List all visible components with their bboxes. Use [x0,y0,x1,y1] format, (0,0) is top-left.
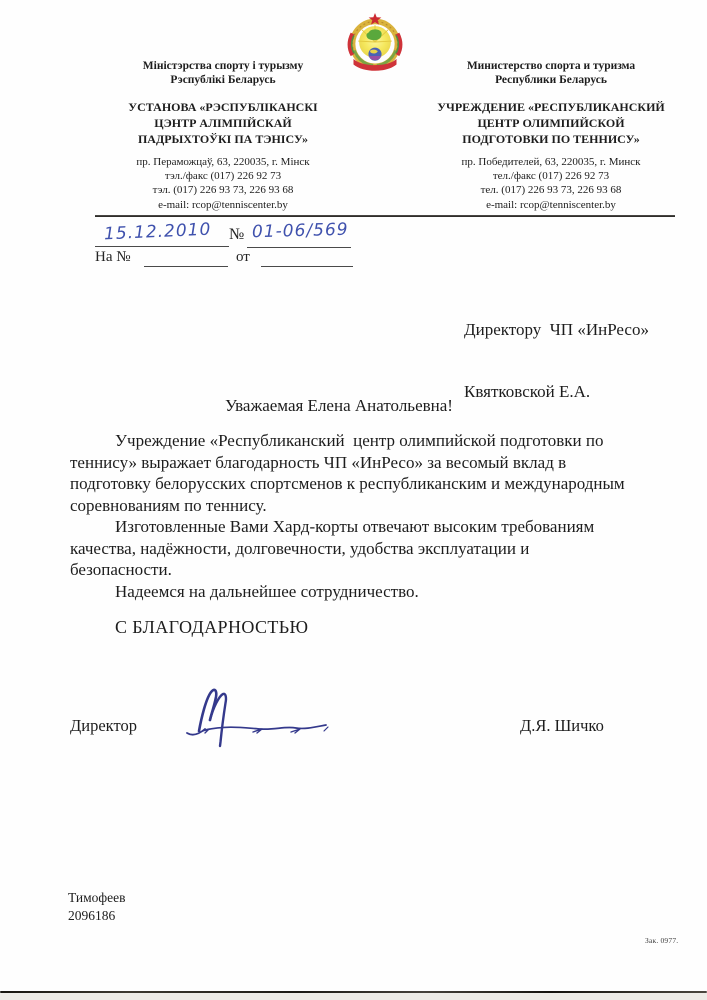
handwritten-signature-icon [183,684,331,750]
scan-background-strip [0,993,707,1000]
salutation: Уважаемая Елена Анатольевна! [225,396,453,415]
print-order-note: Зак. 0977. [645,936,679,945]
reply-date-blank-line [261,266,353,267]
executor-phone: 2096186 [68,907,116,923]
text-line: тел. (017) 226 93 73, 226 93 68 [480,184,622,197]
text-line: тэл. (017) 226 93 73, 226 93 68 [152,184,294,197]
ministry-name-by [88,60,358,87]
text-line: пр. Победителей, 63, 220035, г. Минск [461,155,641,168]
text-line: тел./факс (017) 226 92 73 [492,170,610,183]
text-line: Учреждение «Республиканский центр олимпийской подготовки по [115,431,604,450]
text-line: e-mail: rcop@tenniscenter.by [486,198,616,211]
executor-name: Тимофеев [68,890,126,905]
addressee-block [464,279,649,443]
signer-name: Д.Я. Шичко [520,716,604,735]
closing-phrase: С БЛАГОДАРНОСТЬЮ [115,617,309,637]
text-line: Республики Беларусь [495,73,607,86]
number-sign-label: № [229,226,245,243]
text-line: пр. Пераможцаў, 63, 220035, г. Мінск [136,155,310,168]
text-line: Міністэрства спорту і турызму [142,60,304,72]
addressee-name: Квятковской Е.А. [464,381,591,401]
letterhead-divider-line [95,215,675,217]
text-line: безопасности. [70,560,172,579]
contact-info-ru [408,155,694,213]
contact-info-by [88,155,358,213]
text-line: Изготовленные Вами Хард-корты отвечают высоким требованиям [115,517,595,536]
reply-to-number-label: На № [95,249,131,265]
text-line: качества, надёжности, долговечности, удобства эксплуатации и [70,538,530,558]
text-line: теннису» выражает благодарность ЧП «ИнРесо» за весомый вклад в [70,452,567,472]
number-blank-line [247,247,351,248]
text-line: Министерство спорта и туризма [466,60,636,72]
signer-position: Директор [70,716,137,735]
reply-from-label: от [236,249,250,265]
text-line: УСТАНОВА «РЭСПУБЛІКАНСКІ [128,100,318,114]
text-line: Надеемся на дальнейшее сотрудничество. [115,581,419,601]
date-blank-line [95,246,229,247]
text-line: соревнованиям по теннису. [70,495,267,515]
addressee-title: Директору ЧП «ИнРесо» [464,320,649,339]
text-line: тэл./факс (017) 226 92 73 [164,170,282,183]
reply-number-blank-line [144,266,228,267]
text-line: ЦЭНТР АЛІМПІЙСКАЙ [154,116,292,131]
text-line: ЦЕНТР ОЛИМПИЙСКОЙ [477,116,625,131]
organization-name-by [88,99,358,148]
text-line: Рэспублікі Беларусь [170,73,276,86]
handwritten-outgoing-number: 01-06/569 [251,219,349,243]
text-line: ПАДРЫХТОЎКІ ПА ТЭНІСУ» [137,132,309,147]
letter-body [70,430,672,602]
handwritten-date: 15.12.2010 [103,219,212,245]
text-line: e-mail: rcop@tenniscenter.by [158,198,288,211]
letterhead-right-column [408,60,694,212]
text-line: подготовку белорусских спортсменов к республиканским и международным [70,474,625,493]
ministry-name-ru [408,60,694,87]
executor-block [68,889,126,924]
organization-name-ru [408,99,694,148]
letterhead-left-column [88,60,358,212]
text-line: ПОДГОТОВКИ ПО ТЕННИСУ» [462,132,640,147]
text-line: УЧРЕЖДЕНИЕ «РЕСПУБЛИКАНСКИЙ [437,100,665,114]
